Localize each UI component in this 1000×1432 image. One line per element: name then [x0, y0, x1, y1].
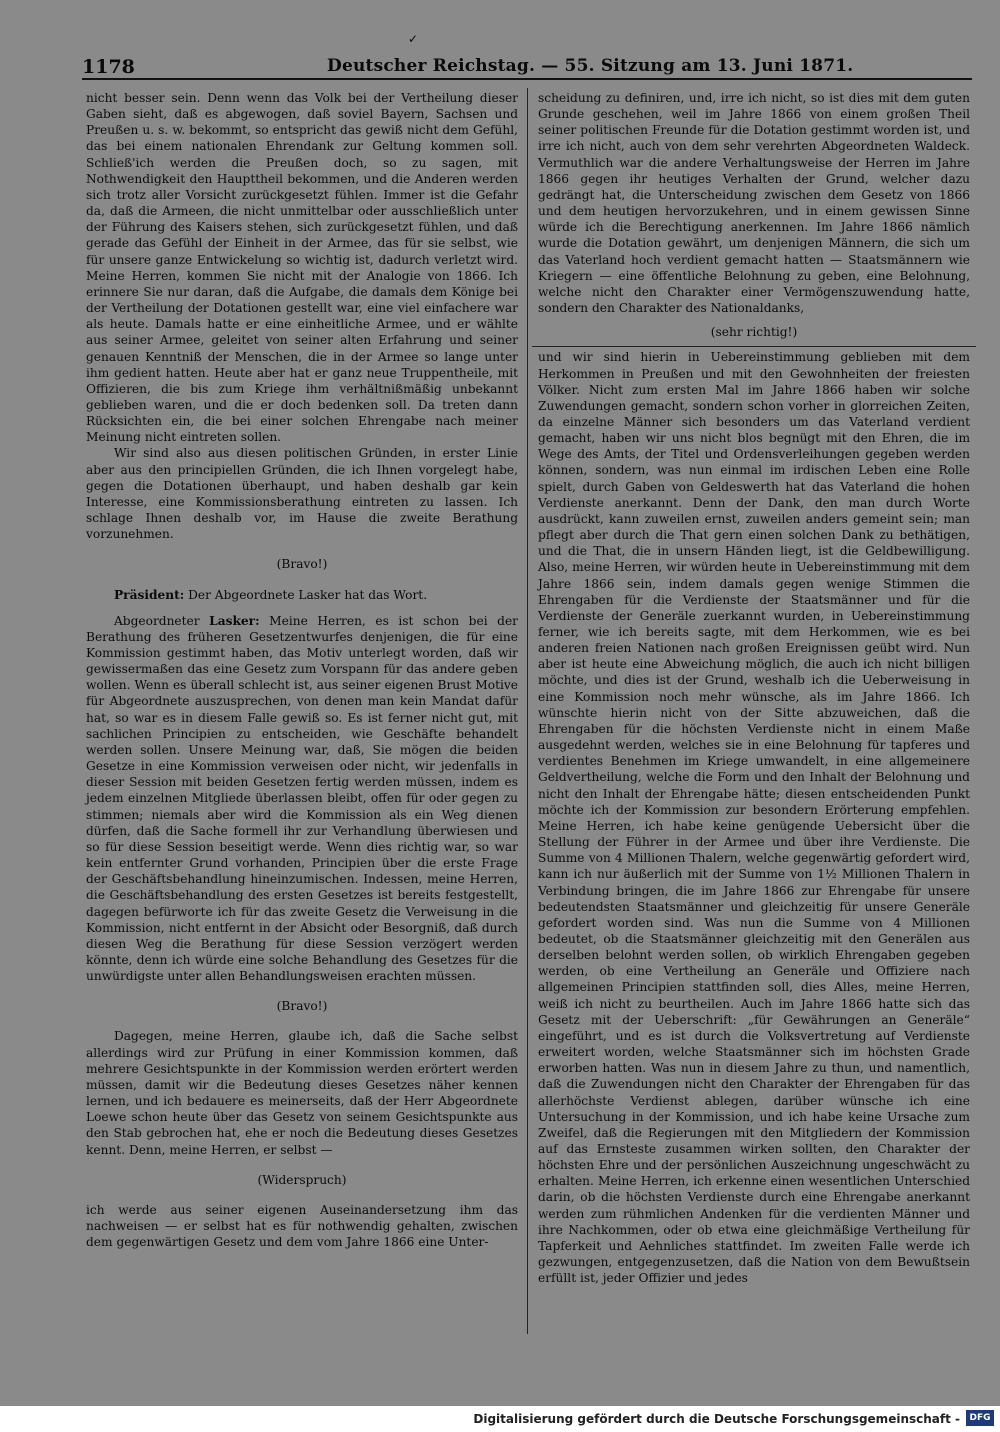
right-column — [538, 90, 970, 1286]
paragraph: nicht besser sein. Denn wenn das Volk bei der Vertheilung dieser Gaben sieht, daß es abgewogen, daß soviel Bayern, Sachsen und Preußen u. s. w. bekommt, so entspricht das gewiß nicht dem Gefühl, das bei einem nationalen Ehrendank zur Geltung kommen soll. Schließ'ich werden die Preußen doch, so zu sagen, mit Nothwendigkeit den Haupttheil bekommen, und die Anderen werden sich trotz aller Vorsicht zurückgesetzt fühlen. Immer ist die Gefahr da, daß die Armeen, die nicht unmittelbar oder ausschließlich unter der Führung des Kaisers stehen, sich zurückgesetzt fühlen, und daß gerade das Gefühl der Einheit in der Armee, das für sie selbst, wie für unsere ganze Entwickelung so wichtig ist, dadurch verletzt wird. Meine Herren, kommen Sie nicht mit der Analogie von 1866. Ich erinnere Sie nur daran, daß die Aufgabe, die damals dem Könige bei der Vertheilung der Dotationen gestellt war, eine viel einfachere war als heute. Damals hatte er eine einheitliche Armee, und er wählte aus seiner Armee, geleitet von seiner alten Erfahrung und seiner genauen Kenntniß der Menschen, die in der Armee so lange unter ihm gedient hatten. Heute aber hat er ganz neue Truppentheile, mit Offizieren, die bis zum Kriege ihm verhältnißmäßig unbekannt geblieben waren, und die er doch bedenken soll. Da treten dann Rücksichten ein, die bei einer solchen Ehrengabe nach meiner Meinung nicht eintreten sollen. — [86, 91, 518, 445]
column-rule — [527, 88, 528, 1334]
left-column — [86, 90, 518, 1250]
president-label: Präsident: — [114, 587, 185, 602]
speaker-prefix: Abgeordneter — [114, 613, 200, 628]
check-mark-icon: ✓ — [408, 32, 419, 46]
paragraph: Dagegen, meine Herren, glaube ich, daß die Sache selbst allerdings wird zur Prüfung in einer Kommission kommen, daß mehrere Gesichtspunkte in der Kommission werden erörtert werden müssen, damit wir die Bedeutung dieses Gesetzes näher kennen lernen, und ich bedauere es meinerseits, daß der Herr Abgeordnete Loewe schon heute über das Gesetz von seinem Gesichtspunkte aus den Stab gebrochen hat, ehe er noch die Bedeutung dieses Gesetzes kennt. Denn, meine Herren, er selbst — — [86, 1029, 518, 1157]
president-text: Der Abgeordnete Lasker hat das Wort. — [188, 587, 428, 602]
interjection: (Bravo!) — [276, 557, 328, 572]
paragraph: und wir sind hierin in Uebereinstimmung geblieben mit dem Herkommen in Preußen und mit den Gewohnheiten der freiesten Völker. Nicht zum ersten Mal im Jahre 1866 haben wir solche Zuwendungen gemacht, sondern schon vorher in glorreichen Zeiten, da einzelne Männer sich besonders um das Vaterland verdient gemacht, haben wir uns nicht blos begnügt mit den Ehren, die im Wege des Amts, der Titel und Ordensverleihungen gegeben werden können, sondern, was nun einmal im irdischen Leben eine Rolle spielt, durch Gaben von Geldeswerth hat das Vaterland die hohen Verdienste anerkannt. Denn der Dank, den man durch Worte ausdrückt, kann zuweilen ernst, zuweilen anders gemeint sein; man pflegt aber durch die That gern einen solchen Dank zu bethätigen, und die That, die in unsern Händen liegt, ist die Geldbewilligung. Also, meine Herren, wir würden heute in Uebereinstimmung mit dem Jahre 1866 sein, indem damals gegen wenige Stimmen die Ehrengaben für die Verdienste der Staatsmänner und für die Verdienste der Generäle zuerkannt wurden, in Uebereinstimmung ferner, wie ich bereits sagte, mit dem Herkommen, wie es bei anderen freien Nationen nach großen Ereignissen geübt wird. Nun aber ist heute eine Abweichung möglich, die auch ich nicht billigen möchte, und dies ist der Grund, weshalb ich die Ueberweisung in eine Kommission noch mehr wünsche, als im Jahre 1866. Ich wünschte hierin nicht von der Sitte abzuweichen, daß die Ehrengaben für die höchsten Verdienste nicht in einem Maße ausgedehnt werden, welches sie in eine Belohnung für tapferes und verdientes Benehmen im Kriege umwandelt, in eine allgemeinere Geldvertheilung, welche die Form und den Inhalt der Belohnung und nicht den Inhalt der Ehrengabe hätte; diesen entscheidenden Punkt möchte ich der Kommission zur besondern Erörterung empfehlen. Meine Herren, ich habe keine genügende Uebersicht über die Stellung der Führer in der Armee und über ihre Verdienste. Die Summe von 4 Millionen Thalern, welche gegenwärtig gefordert wird, kann ich nur äußerlich mit der Summe von 1½ Millionen Thalern in Verbindung bringen, die im Jahre 1866 zur Ehrengabe für unsere bedeutendsten Staatsmänner und gleichzeitig für unsere Generäle gefordert worden sind. Was nun die Summe von 4 Millionen bedeutet, ob die Staatsmänner gleichzeitig mit den Generälen aus derselben belohnt werden sollen, ob wirklich Ehrengaben gegeben werden, ob eine Vertheilung an Generäle und Offiziere nach allgemeinen Principien stattfinden soll, dies Alles, meine Herren, weiß ich nicht zu beurtheilen. Auch im Jahre 1866 hatte sich das Gesetz mit der Ueberschrift: „für Gewährungen an Generäle“ eingeführt, und es ist durch die Volksvertretung auf Verdienste erweitert worden, welche Staatsmänner sich im höchsten Grade erworben hatten. Was nun in diesem Jahre zu thun, und namentlich, daß die Zuwendungen nicht den Charakter der Ehrengaben für das allerhöchste Verdienst ablegen, darüber wünsche ich eine Untersuchung in der Kommission, und ich habe keine Ursache zum Zweifel, daß die Regierungen mit den Mitgliedern der Kommission auf das Ernsteste zusammen wirken sollten, den Charakter der höchsten Ehre und der persönlichen Auszeichnung ungeschwächt zu erhalten. Meine Herren, ich erkenne einen wesentlichen Unterschied darin, ob die höchsten Verdienste durch eine Ehrengabe anerkannt werden zum rühmlichen Andenken für die verdienten Männer und ihre Nachkommen, oder ob etwa eine gleichmäßige Vertheilung für Tapferkeit und Aehnliches stattfindet. Im zweiten Falle werde ich gezwungen, entgegenzusetzen, daß die Nation von dem Bewußtsein erfüllt ist, jeder Offizier und jedes — [538, 350, 970, 1286]
paragraph: scheidung zu definiren, und, irre ich nicht, so ist dies mit dem guten Grunde geschehen, weil im Jahre 1866 von einem großen Theil seiner politischen Freunde für die Dotation gestimmt worden ist, und irre ich nicht, auch von dem sehr verehrten Abgeordneten Waldeck. Vermuthlich war die andere Verhaltungsweise der Herren im Jahre 1866 gegen ihr heutiges Verhalten der Grund, welcher dazu gedrängt hat, die Unterscheidung zwischen dem Gesetz von 1866 und dem heutigen hervorzukehren, und in einem gewissen Sinne würde ich die Berechtigung anerkennen. Im Jahre 1866 nämlich wurde die Dotation gewährt, um denjenigen Männern, die sich um das Vaterland hoch verdient gemacht hatten — Staatsmännern wie Kriegern — eine öffentliche Belohnung zu geben, eine Belohnung, welche nicht den Charakter einer Vermögenszuwendung hatte, sondern den Charakter des Nationaldanks, — [538, 91, 970, 316]
paragraph: Wir sind also aus diesen politischen Gründen, in erster Linie aber aus den principiellen Gründen, die ich Ihnen vorgelegt habe, gegen die Dotationen überhaupt, und haben deshalb gar kein Interesse, eine Kommissionsberathung eintreten zu lassen. Ich schlage Ihnen deshalb vor, im Hause die zweite Berathung vorzunehmen. — [86, 446, 518, 542]
running-title: Deutscher Reichstag. — 55. Sitzung am 13. Juni 1871. — [327, 56, 854, 76]
paragraph: ich werde aus seiner eigenen Auseinandersetzung ihm das nachweisen — er selbst hat es für nothwendig gehalten, zwischen dem gegenwärtigen Gesetz und dem vom Jahre 1866 eine Unter- — [86, 1202, 518, 1250]
interjection: (Bravo!) — [276, 999, 328, 1014]
dfg-logo-icon: DFG — [966, 1410, 994, 1426]
speaker-line — [86, 587, 518, 603]
section-divider — [532, 346, 976, 347]
page-number: 1178 — [82, 56, 135, 78]
interjection: (Widerspruch) — [257, 1172, 347, 1187]
speech-paragraph — [86, 613, 518, 985]
page-header — [82, 52, 972, 80]
interjection: (sehr richtig!) — [710, 325, 798, 340]
speaker-name: Lasker: — [209, 613, 260, 628]
footer-credit: Digitalisierung gefördert durch die Deutsche Forschungsgemeinschaft - — [473, 1412, 960, 1426]
speech-text: Meine Herren, es ist schon bei der Berathung des früheren Gesetzentwurfes denjenigen, die für eine Kommission gestimmt haben, das Motiv unterlegt worden, daß wir gewissermaßen das eine Gesetz zum Vorspann für das andere geben wollen. Wenn es überall schlecht ist, aus seiner eigenen Brust Motive für Abgeordnete auszusprechen, von denen man kein Mandat dafür hat, so war es in diesem Falle gewiß so. Es ist ferner nicht gut, mit sachlichen Principien zu entscheiden, wie Geschäfte behandelt werden sollen. Unsere Meinung war, daß, Sie mögen die beiden Gesetze in eine Kommission verweisen oder nicht, wir jedenfalls in dieser Session mit beiden Gesetzen fertig werden müssen, indem es jedem einzelnen Mitgliede überlassen bleibt, offen für oder gegen zu stimmen; niemals aber wird die Kommission als ein Weg dienen dürfen, daß die Sache formell ihr zur Verhandlung überwiesen und so für diese Session beseitigt werde. Wenn dies richtig war, so war kein entfernter Grund vorhanden, Principien über die erste Frage der Geschäftsbehandlung hineinzumischen. Indessen, meine Herren, die Geschäftsbehandlung des ersten Gesetzes ist bereits festgestellt, dagegen befürworte ich für das zweite Gesetz die Verweisung in die Kommission, nicht entfernt in der Absicht oder Besorgniß, daß durch diesen Weg die Berathung für diese Session verzögert werden könnte, denn ich würde eine solche Behandlung des Gesetzes für die unwürdigste unter allen Behandlungsweisen erachten müssen. — [86, 613, 518, 984]
footer-bar — [0, 1406, 1000, 1432]
